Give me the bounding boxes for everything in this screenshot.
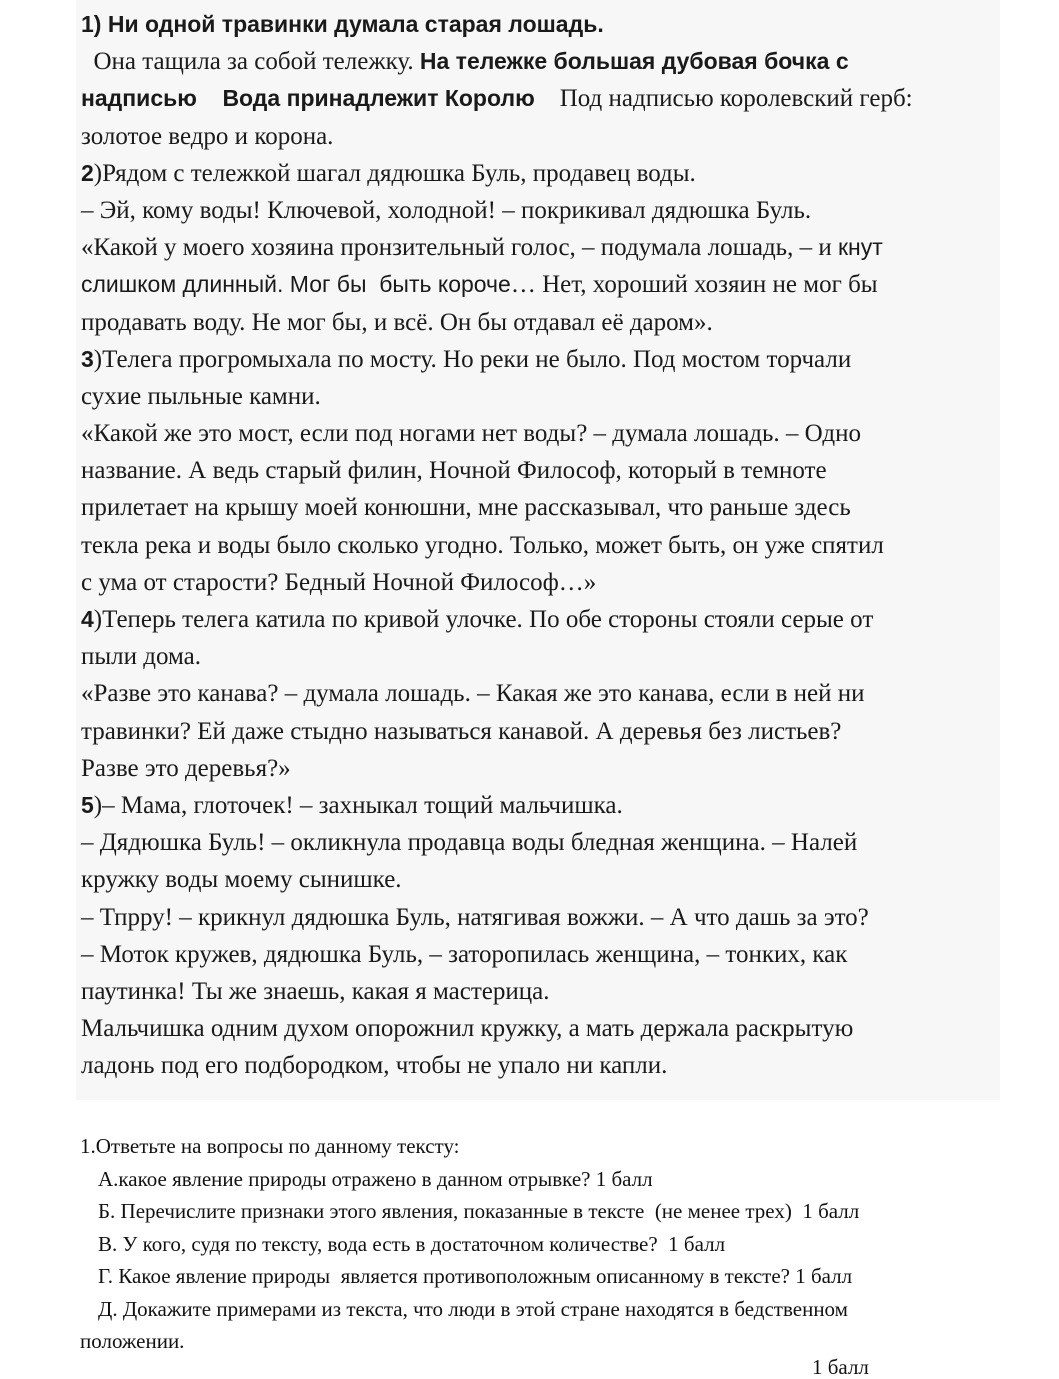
question-item-continuation: положении. [80, 1329, 185, 1353]
passage-line: ладонь под его подбородком, чтобы не упало ни капли. [81, 1052, 668, 1080]
passage-line [81, 341, 1000, 378]
passage-line [81, 787, 1000, 824]
passage-text: Она тащила за собой тележку. [81, 48, 420, 76]
passage-line: Разве это деревья?» [81, 754, 291, 782]
paragraph-number: 4 [81, 606, 94, 632]
passage-line: название. А ведь старый филин, Ночной Философ, который в темноте [81, 457, 827, 485]
passage-bold-text: На тележке большая дубовая бочка с [419, 48, 849, 75]
passage-text: слишком длинный. Мог бы быть короче [81, 271, 511, 298]
passage-bold-text: надписью Вода принадлежит Королю [81, 85, 535, 112]
question-item: В. У кого, судя по тексту, вода есть в достаточном количестве? 1 балл [98, 1231, 726, 1256]
cut-off-score-text: 1 балл [812, 1355, 869, 1379]
passage-line: текла река и воды было сколько угодно. Только, может быть, он уже спятил [81, 531, 884, 559]
question-item: Д. Докажите примерами из текста, что люди в этой стране находятся в бедственном [98, 1296, 848, 1321]
passage-text: Под надписью королевский герб: [534, 85, 913, 113]
passage-text: )Рядом с тележкой шагал дядюшка Буль, продавец воды. [93, 159, 696, 187]
passage-line: золотое ведро и корона. [81, 122, 334, 150]
passage-text: … Нет, хороший хозяин не мог бы [510, 271, 878, 299]
passage-line: – Тпрру! – крикнул дядюшка Буль, натягивая вожжи. – А что дашь за это? [81, 903, 869, 931]
passage-line: «Какой же это мост, если под ногами нет воды? – думала лошадь. – Одно [81, 420, 861, 448]
story-passage [76, 0, 1000, 1100]
question-list [80, 1130, 1040, 1358]
passage-line: сухие пыльные камни. [81, 382, 321, 410]
question-item: Г. Какое явление природы является противоположным описанному в тексте? 1 балл [98, 1264, 853, 1288]
passage-line: – Дядюшка Буль! – окликнула продавца воды бледная женщина. – Налей [81, 829, 858, 857]
passage-text: )Телега прогромыхала по мосту. Но реки не было. Под мостом торчали [93, 345, 852, 373]
passage-line: – Моток кружев, дядюшка Буль, – заторопилась женщина, – тонких, как [81, 940, 848, 968]
passage-line [81, 43, 1000, 80]
passage-line [81, 266, 1000, 303]
passage-line [81, 80, 1000, 117]
question-item: А.какое явление природы отражено в данном отрывке? 1 балл [98, 1166, 653, 1191]
passage-line: продавать воду. Не мог бы, и всё. Он бы отдавал её даром». [81, 308, 713, 336]
passage-line [81, 601, 1000, 638]
passage-text: «Какой у моего хозяина пронзительный голос, – подумала лошадь, – и [81, 234, 838, 262]
passage-text: )– Мама, глоточек! – захныкал тощий мальчишка. [93, 791, 623, 819]
passage-line: пыли дома. [81, 643, 202, 671]
passage-text: )Теперь телега катила по кривой улочке. По обе стороны стояли серые от [93, 606, 874, 633]
passage-line: травинки? Ей даже стыдно называться канавой. А деревья без листьев? [81, 717, 842, 745]
passage-line: «Разве это канава? – думала лошадь. – Какая же это канава, если в ней ни [81, 680, 865, 708]
questions-intro: 1.Ответьте на вопросы по данному тексту: [80, 1134, 460, 1158]
paragraph-number: 1) [81, 11, 102, 37]
passage-line [81, 155, 1000, 192]
passage-line: с ума от старости? Бедный Ночной Философ…» [81, 568, 597, 596]
passage-heading: Ни одной травинки думала старая лошадь. [101, 11, 604, 37]
paragraph-number: 3 [81, 345, 94, 372]
passage-line [81, 6, 1000, 43]
passage-line: кружку воды моему сынишке. [81, 866, 402, 894]
passage-line: прилетает на крышу моей конюшни, мне рассказывал, что раньше здесь [81, 494, 851, 522]
passage-line: Мальчишка одним духом опорожнил кружку, а мать держала раскрытую [81, 1015, 854, 1043]
paragraph-number: 2 [81, 159, 94, 186]
passage-line: паутинка! Ты же знаешь, какая я мастерица. [81, 977, 550, 1005]
paragraph-number: 5 [81, 791, 94, 818]
passage-line [81, 229, 1000, 266]
passage-line: – Эй, кому воды! Ключевой, холодной! – покрикивал дядюшка Буль. [81, 196, 812, 224]
question-item: Б. Перечислите признаки этого явления, показанные в тексте (не менее трех) 1 балл [98, 1199, 860, 1223]
passage-text: кнут [837, 234, 883, 261]
